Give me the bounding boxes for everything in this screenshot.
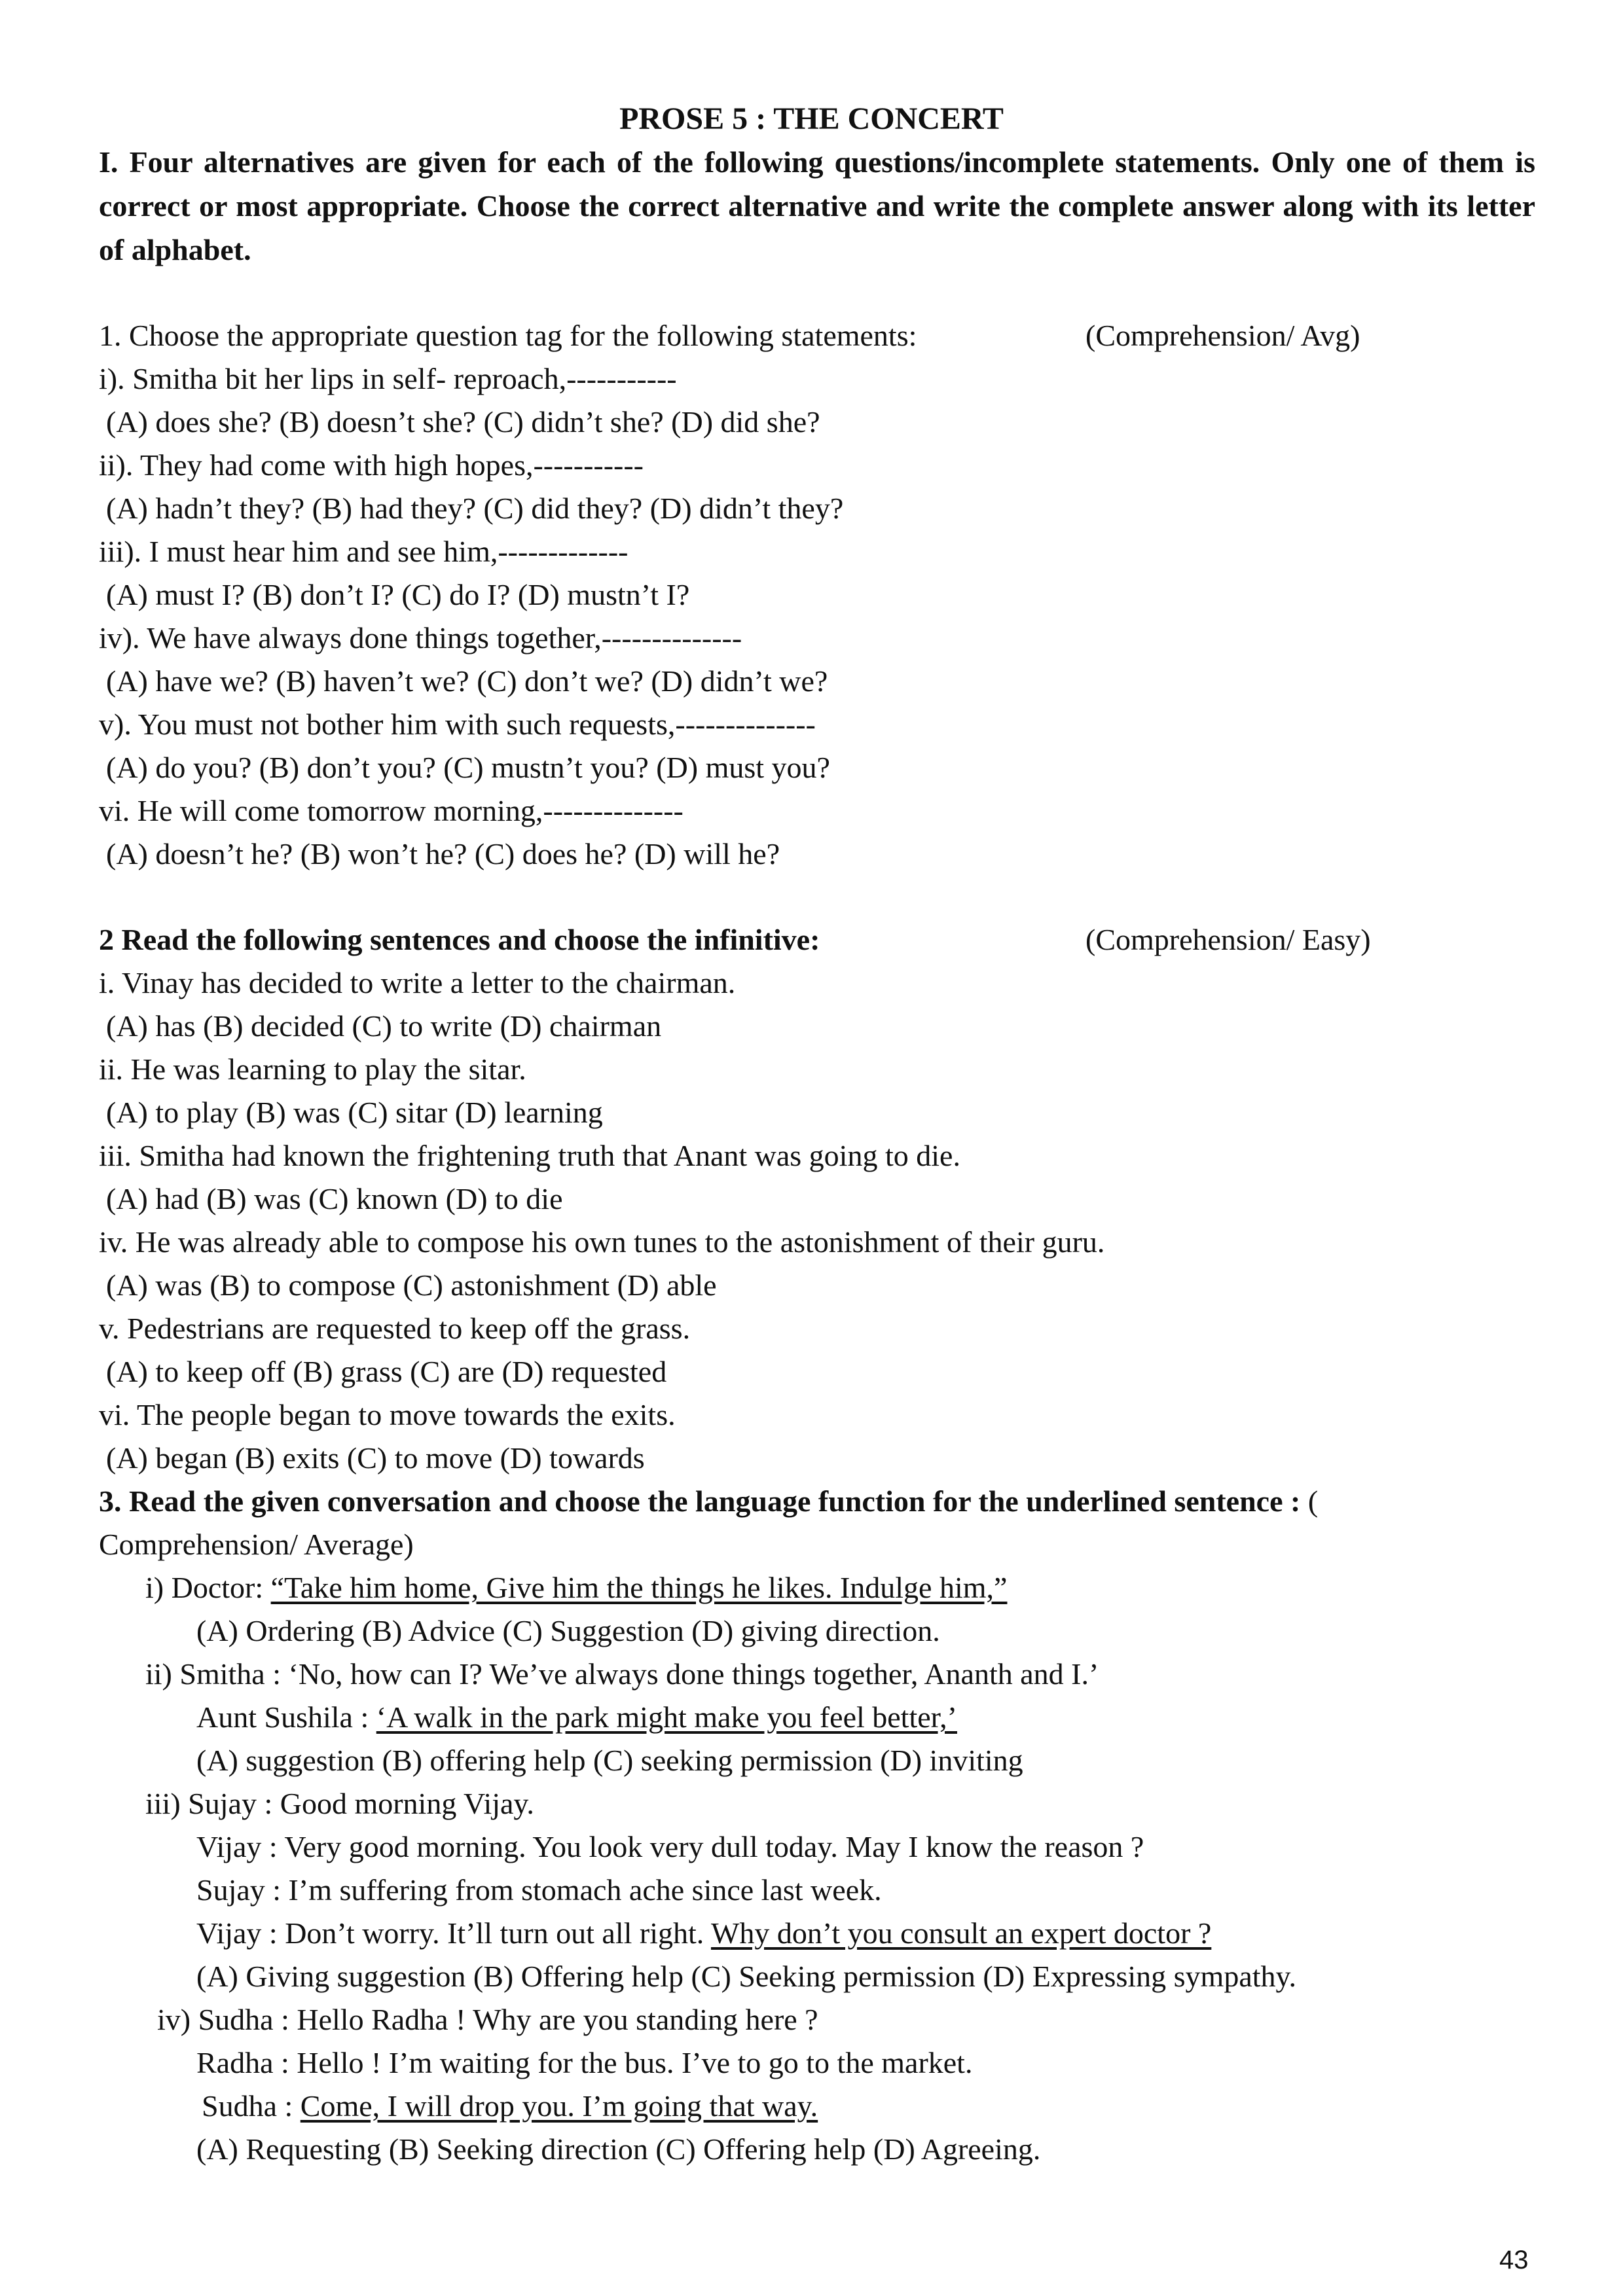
q3-tag: Comprehension/ Average) — [99, 1528, 414, 1561]
q2-item-options: (A) began (B) exits (C) to move (D) towards — [106, 1441, 645, 1475]
q3-iii-line4 — [196, 1911, 1211, 1955]
q3-i-underlined-sentence: “Take him home, Give him the things he likes. Indulge him,” — [270, 1571, 1008, 1604]
q1-item-options: (A) hadn’t they? (B) had they? (C) did they? (D) didn’t they? — [106, 492, 844, 525]
q3-iv-options: (A) Requesting (B) Seeking direction (C) Offering help (D) Agreeing. — [196, 2132, 1041, 2166]
q2-item-stem: iii. Smitha had known the frightening truth that Anant was going to die. — [99, 1139, 960, 1172]
q1-item-stem: i). Smitha bit her lips in self- reproach,----------- — [99, 362, 677, 395]
q3-ii-line1: ii) Smitha : ‘No, how can I? We’ve always done things together, Ananth and I.’ — [145, 1657, 1099, 1691]
q3-iii-underlined-sentence: Why don’t you consult an expert doctor ? — [710, 1916, 1212, 1950]
q1-item-stem: vi. He will come tomorrow morning,-------------- — [99, 794, 684, 827]
q3-ii-underlined-sentence: ‘A walk in the park might make you feel better,’ — [376, 1700, 957, 1734]
q1-item-stem: ii). They had come with high hopes,----------- — [99, 448, 644, 482]
q3-iii-line1: iii) Sujay : Good morning Vijay. — [145, 1787, 534, 1820]
q2-item-stem: ii. He was learning to play the sitar. — [99, 1052, 526, 1086]
q3-iv-underlined-sentence: Come, I will drop you. I’m going that way. — [300, 2089, 818, 2123]
q1-item-options: (A) do you? (B) don’t you? (C) mustn’t you? (D) must you? — [106, 751, 830, 784]
q3-ii-options: (A) suggestion (B) offering help (C) seeking permission (D) inviting — [196, 1744, 1023, 1777]
q3-iii-plain: Vijay : Don’t worry. It’ll turn out all right. — [196, 1916, 711, 1950]
q2-tag: (Comprehension/ Easy) — [1085, 923, 1371, 956]
q2-item-stem: iv. He was already able to compose his own tunes to the astonishment of their guru. — [99, 1225, 1105, 1259]
q3-iv-line2: Radha : Hello ! I’m waiting for the bus. I’ve to go to the market. — [196, 2046, 973, 2079]
q1-item-options: (A) doesn’t he? (B) won’t he? (C) does he? (D) will he? — [106, 837, 780, 870]
q2-item-options: (A) has (B) decided (C) to write (D) chairman — [106, 1009, 662, 1043]
q1-heading: 1. Choose the appropriate question tag for the following statements: — [99, 319, 917, 352]
q3-iv-speaker: Sudha : — [202, 2089, 301, 2123]
q3-ii-speaker: Aunt Sushila : — [196, 1700, 376, 1734]
q2-item-stem: v. Pedestrians are requested to keep off the grass. — [99, 1312, 691, 1345]
q1-tag: (Comprehension/ Avg) — [1085, 319, 1360, 352]
q1-item-stem: v). You must not bother him with such requests,-------------- — [99, 708, 816, 741]
q1-item-options: (A) have we? (B) haven’t we? (C) don’t we? (D) didn’t we? — [106, 664, 828, 698]
q3-heading: 3. Read the given conversation and choose the language function for the underlined sentence : — [99, 1484, 1301, 1518]
q2-item-options: (A) was (B) to compose (C) astonishment (D) able — [106, 1268, 717, 1302]
q2-item-options: (A) to keep off (B) grass (C) are (D) requested — [106, 1355, 667, 1388]
q1-item-stem: iii). I must hear him and see him,------------- — [99, 535, 629, 568]
q2-heading: 2 Read the following sentences and choose the infinitive: — [99, 923, 820, 956]
q2-item-options: (A) had (B) was (C) known (D) to die — [106, 1182, 563, 1215]
page-number: 43 — [1499, 2246, 1529, 2274]
q1-item-options: (A) must I? (B) don’t I? (C) do I? (D) mustn’t I? — [106, 578, 690, 611]
section-instruction: I. Four alternatives are given for each of the following questions/incomplete statements. Only one of them is correct or most appropriate. Choose the correct alternative and write the complete answer along with its letter of alphabet. — [99, 145, 1535, 266]
q3-heading-line — [99, 1479, 1318, 1523]
q3-iii-line2: Vijay : Very good morning. You look very dull today. May I know the reason ? — [196, 1830, 1144, 1863]
page-title: PROSE 5 : THE CONCERT — [619, 101, 1004, 136]
q3-tag-open: ( — [1300, 1484, 1319, 1518]
q1-item-options: (A) does she? (B) doesn’t she? (C) didn’t she? (D) did she? — [106, 405, 820, 439]
q3-iv-line1: iv) Sudha : Hello Radha ! Why are you standing here ? — [157, 2003, 818, 2036]
q3-i-line — [145, 1566, 1007, 1609]
q3-iii-line3: Sujay : I’m suffering from stomach ache since last week. — [196, 1873, 882, 1907]
q3-iii-options: (A) Giving suggestion (B) Offering help (C) Seeking permission (D) Expressing sympathy. — [196, 1960, 1297, 1993]
q2-item-stem: vi. The people began to move towards the exits. — [99, 1398, 676, 1431]
q3-i-speaker: i) Doctor: — [145, 1571, 271, 1604]
q3-ii-line2 — [196, 1695, 957, 1739]
q1-item-stem: iv). We have always done things together,-------------- — [99, 621, 742, 655]
q2-item-options: (A) to play (B) was (C) sitar (D) learning — [106, 1096, 603, 1129]
q3-iv-line3 — [202, 2084, 818, 2128]
q3-i-options: (A) Ordering (B) Advice (C) Suggestion (D) giving direction. — [196, 1614, 940, 1647]
q2-item-stem: i. Vinay has decided to write a letter to the chairman. — [99, 966, 736, 999]
